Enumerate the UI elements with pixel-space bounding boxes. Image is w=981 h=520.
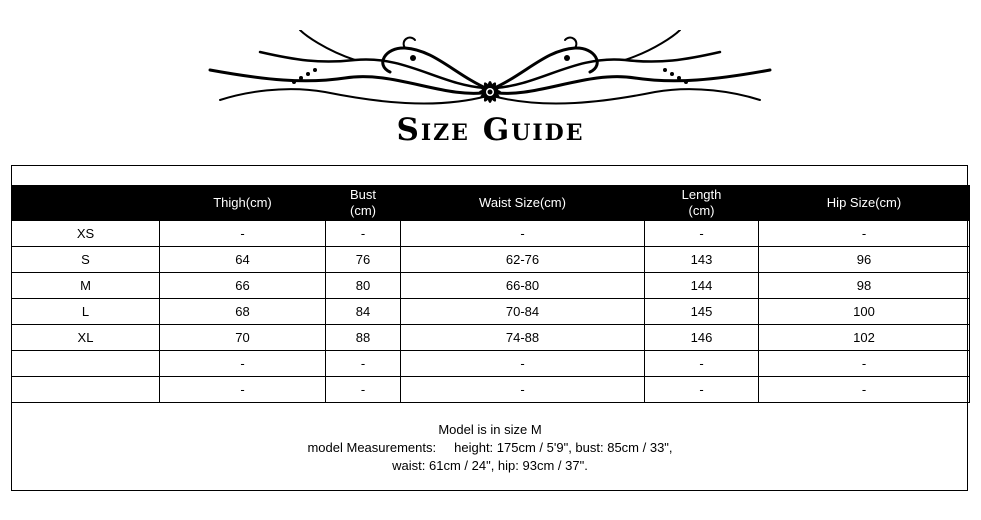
cell-size: L xyxy=(12,299,160,325)
cell-hip: - xyxy=(759,221,970,247)
cell-size: XS xyxy=(12,221,160,247)
column-header-hip: Hip Size(cm) xyxy=(759,186,970,221)
model-measurements-line: model Measurements: height: 175cm / 5'9", bust: 85cm / 33", xyxy=(307,440,673,455)
cell-bust: 88 xyxy=(326,325,401,351)
model-measurements-line-2: waist: 61cm / 24", hip: 93cm / 37". xyxy=(392,458,588,473)
cell-size xyxy=(12,351,160,377)
table-row xyxy=(12,351,970,377)
column-header-waist: Waist Size(cm) xyxy=(401,186,645,221)
cell-waist: 70-84 xyxy=(401,299,645,325)
model-info xyxy=(11,421,969,475)
page-title: Size Guide xyxy=(396,112,585,148)
decorative-flourish xyxy=(205,30,775,115)
cell-thigh: 66 xyxy=(160,273,326,299)
cell-bust: 80 xyxy=(326,273,401,299)
cell-thigh: 64 xyxy=(160,247,326,273)
cell-thigh: 68 xyxy=(160,299,326,325)
column-header-thigh: Thigh(cm) xyxy=(160,186,326,221)
table-row xyxy=(12,273,970,299)
table-row xyxy=(12,299,970,325)
cell-bust: 84 xyxy=(326,299,401,325)
cell-hip: 102 xyxy=(759,325,970,351)
table-header-row xyxy=(12,186,970,221)
cell-size xyxy=(12,377,160,403)
size-table xyxy=(11,185,970,403)
cell-hip: 98 xyxy=(759,273,970,299)
cell-length: - xyxy=(645,351,759,377)
column-header-bust: Bust (cm) xyxy=(326,186,401,221)
cell-waist: 62-76 xyxy=(401,247,645,273)
cell-thigh: 70 xyxy=(160,325,326,351)
cell-size: S xyxy=(12,247,160,273)
cell-hip: - xyxy=(759,377,970,403)
cell-thigh: - xyxy=(160,221,326,247)
cell-bust: 76 xyxy=(326,247,401,273)
column-header-length: Length (cm) xyxy=(645,186,759,221)
cell-length: - xyxy=(645,221,759,247)
cell-waist: - xyxy=(401,221,645,247)
table-row xyxy=(12,247,970,273)
cell-length: 144 xyxy=(645,273,759,299)
cell-bust: - xyxy=(326,221,401,247)
cell-length: 145 xyxy=(645,299,759,325)
cell-waist: - xyxy=(401,351,645,377)
cell-thigh: - xyxy=(160,377,326,403)
cell-length: 146 xyxy=(645,325,759,351)
cell-length: - xyxy=(645,377,759,403)
table-row xyxy=(12,221,970,247)
cell-hip: 96 xyxy=(759,247,970,273)
cell-bust: - xyxy=(326,351,401,377)
cell-waist: - xyxy=(401,377,645,403)
cell-size: XL xyxy=(12,325,160,351)
cell-thigh: - xyxy=(160,351,326,377)
model-size-note: Model is in size M xyxy=(438,422,542,437)
cell-size: M xyxy=(12,273,160,299)
cell-waist: 66-80 xyxy=(401,273,645,299)
cell-hip: 100 xyxy=(759,299,970,325)
column-header-size xyxy=(12,186,160,221)
cell-length: 143 xyxy=(645,247,759,273)
cell-hip: - xyxy=(759,351,970,377)
table-row xyxy=(12,377,970,403)
table-row xyxy=(12,325,970,351)
cell-waist: 74-88 xyxy=(401,325,645,351)
cell-bust: - xyxy=(326,377,401,403)
